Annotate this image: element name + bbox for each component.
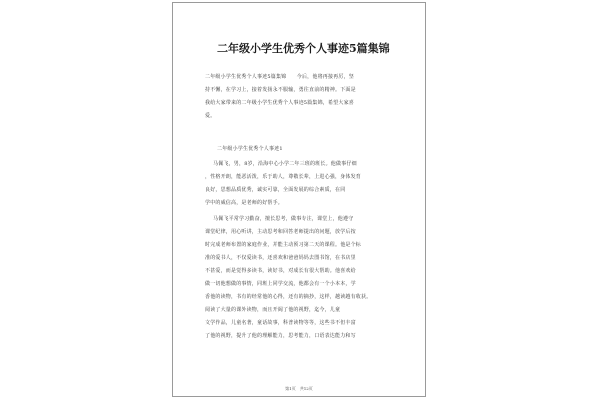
- body-line: 课堂纪律，用心听讲，主动思考和回答老师提出的问题，放学后按: [205, 229, 356, 235]
- section-heading: 二年级小学生优秀个人事迹1: [217, 146, 283, 152]
- intro-line: 二年级小学生优秀个人事迹5篇集锦 今后，他将再接再厉，坚: [205, 74, 354, 80]
- intro-line: 爱。: [205, 113, 216, 119]
- body-line: 了他的视野，提升了他的理解能力，思考能力，口语表达能力和写: [205, 333, 356, 339]
- body-line: 文学作品，儿童名著，童话故事，科普读物等等，这些书不但丰富: [205, 320, 356, 326]
- body-line: 学中的威信高，是老师的好帮手。: [205, 200, 284, 206]
- body-line: 香他的读物，书有的经常他的心得，还有的摘抄，这样，越读越有收获。: [205, 294, 372, 300]
- document-page: [172, 2, 426, 397]
- body-line: 马佩飞平常学习勤奋，擅长思考，做事专注，课堂上，他遵守: [213, 216, 354, 222]
- body-line: 做一切他想做的事情，同班上同学交流，他都会有一个小本本，学: [205, 281, 356, 287]
- body-line: 良好，思想品质优秀，诚实可靠，全面发展的综合素质，在同: [205, 187, 346, 193]
- body-line: 马佩飞，男，8岁，沿海中心小学二年三班的班长。他做事仔细: [213, 161, 357, 167]
- body-line: ，性格开朗，能恶活泼，乐于助人，尊敬长辈，上进心强，身体发育: [205, 174, 362, 180]
- body-line: 准的爱书人，不仅爱读书，还喜欢和爸爸妈妈去图书馆，在书店里: [205, 255, 356, 261]
- body-line: 时完成老师布置的家庭作业，并能主动预习第二天的课程。他是个标: [205, 242, 362, 248]
- body-line: 不甚爱，而是觉得多读书，读好书，对成长有很大帮助。他喜欢给: [205, 268, 356, 274]
- intro-line: 持不懈，在学习上，接着发扬永不服输，勇往直前的精神。下面是: [205, 87, 356, 93]
- body-line: 阅读了大量的课外读物，而且开阔了他的视野，迄今，儿童: [205, 307, 341, 313]
- document-title: 二年级小学生优秀个人事迹5篇集锦: [217, 42, 390, 55]
- intro-line: 我给大家带来的二年级小学生优秀个人事迹5篇集锦，希望大家喜: [205, 100, 354, 106]
- page-number: 第1页 共12页: [285, 386, 313, 391]
